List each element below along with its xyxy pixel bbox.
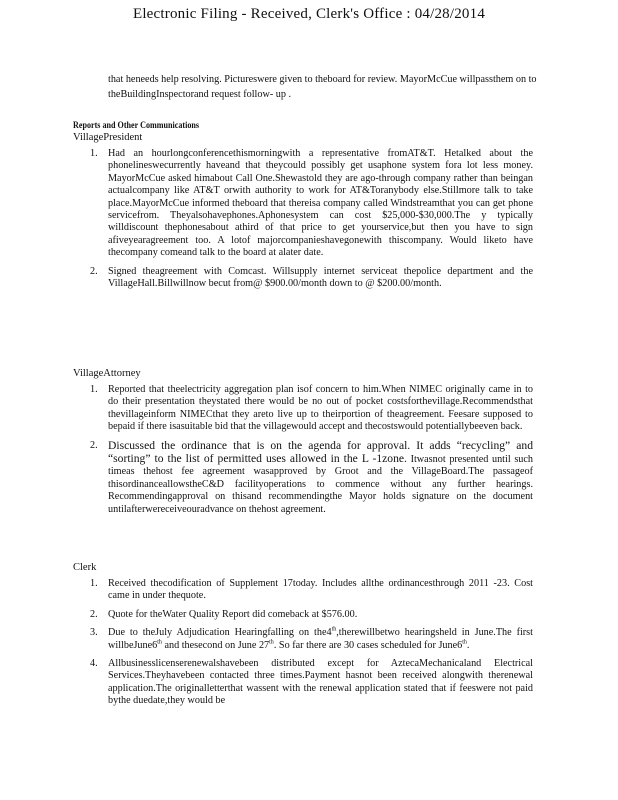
item-text-part: . [466,639,470,651]
item-number: 2. [90,608,98,620]
item-number: 2. [90,265,98,277]
item-number: 4. [90,658,98,670]
item-text-part: Due to theJuly Adjudication Hearingfalling on the4 [108,627,332,639]
item-text: Signed theagreement with Comcast. Willsupply internet serviceat thepolice department and the VillageHall.Billwillnow becut from@ $900.00/month down to @ $200.00/month. [108,265,533,290]
list-item [73,148,533,260]
item-text: Itwasnot presented until such timeas thehost fee agreement wasapproved by Groot and the VillageBoard.The passageof thisordinanceallowstheC&D facilityoperations to commence without any further hearings. Recommendingapproval on thisand recommendingthe Mayor holds signature on the document untilafterwereceiveouradvance on thehost agreement. [108,454,534,515]
item-number: 1. [90,148,98,159]
list-item [73,440,533,516]
item-text: Allbusinesslicenserenewalshavebeen distributed except for AztecaMechanicaland Electrical Services.Theyhavebeen contacted three times.Payment hasnot been received alongwith therenewal application.The originalletterthat wassent with the renewal application stated that if feeswere not paid bythe duedate,they would be [108,658,533,707]
item-text: Had an hourlongconferencethismorningwith a representative fromAT&T. Hetalked about the phonelineswecurrently haveand that theycould possibly get usaphone system fora lot less money. MayorMcCue asked himabout Call One.Shewastold they are ago-through company rather than beingan actualcompany like AT&T orwith authority to work for AT&Toranybody else.Stillmore talk to take place.MayorMcCue informed theboard that thereisa company called Windstreamthat you can get phone servicefrom. Theyalsohavephones.Aphonesystem can cost $25,000-$30,000.The y typically willdiscount thephonesabout athird of that price to get yourservice,but then you have to sign afiveyearagreement too. A lotof majorcompanieshavegonewith thiscompany. Would liketo have thecompany comeand talk to the board at alater date. [108,148,533,259]
item-number: 3. [90,627,98,639]
item-text: Quote for theWater Quality Report did comeback at $576.00. [108,608,358,620]
ordinal-suffix: th [331,626,337,633]
list-item [73,266,533,291]
ordinal-suffix: th [157,639,162,646]
item-number: 1. [90,384,98,395]
village-attorney-list [73,384,533,522]
filing-header: Electronic Filing - Received, Clerk's Office : 04/28/2014 [132,6,486,22]
list-item [73,578,533,603]
village-attorney-heading: VillageAttorney [73,368,141,379]
intro-fragment: that heneeds help resolving. Pictureswere given to theboard for review. MayorMcCue willpassthem on to theBuildingInspectorand request follow- up . [108,74,537,100]
ordinal-suffix: th [269,639,274,646]
clerk-list [73,578,533,714]
item-text: Reported that theelectricity aggregation plan isof concern to him.When NIMEC originally came in to do their presentation theystated there would be no out of pocket costsforthevillage.Recommendsthat thevillageinform NIMECthat they areto live up to theirportion of theagreement. Feesare supposed to bepaid if there isasuitable bid that the villagewould accept and thecostswould potentiallybeeven back. [108,384,533,433]
item-lead-text: Discussed the ordinance that is on the agenda for approval. It adds “recycling” and “sorting” to the list of permitted uses allowed in the L -1zone. [108,438,533,466]
village-president-heading: VillagePresident [73,132,143,143]
item-text: Received thecodification of Supplement 17today. Includes allthe ordinancesthrough 2011 -23. Cost came in under thequote. [108,578,533,602]
item-number: 1. [90,578,98,589]
list-item [73,384,533,434]
item-text-part: and thesecond on June 27 [161,639,270,651]
list-item [73,627,533,652]
clerk-heading: Clerk [73,562,97,573]
item-number: 2. [90,439,98,451]
list-item [73,609,533,621]
item-text-part: ,therewillbetwo hearingsheld in June.The first willbeJune6 [108,627,533,651]
list-item [73,658,533,708]
item-text-part: . So far there are 30 cases scheduled for June6 [273,639,463,651]
village-president-list [73,148,533,296]
section-title: Reports and Other Communications [73,120,200,130]
ordinal-suffix: th [462,639,467,646]
